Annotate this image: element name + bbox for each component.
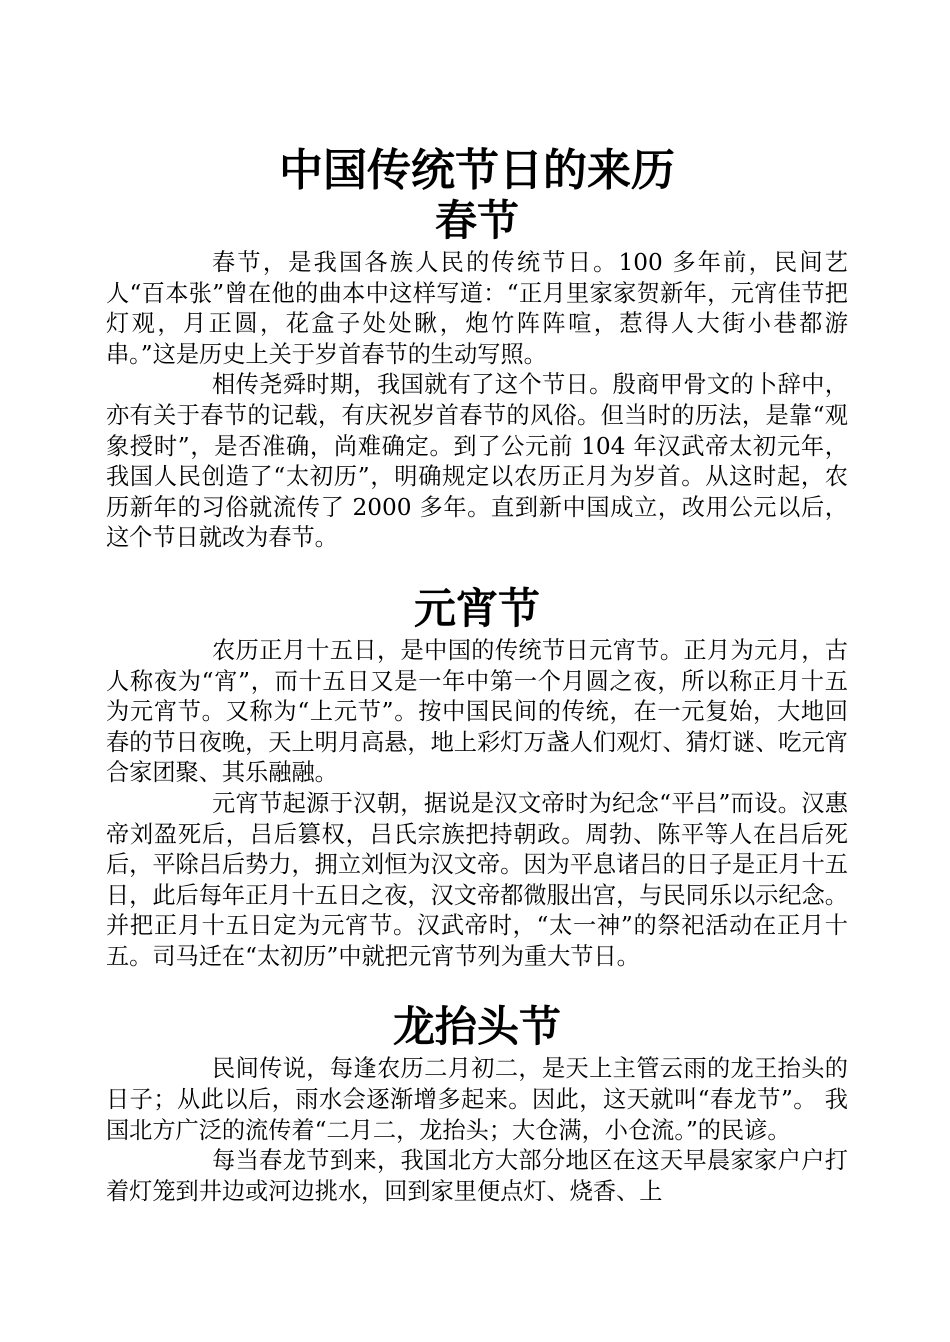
section-lantern-festival — [106, 582, 848, 973]
section-dragon-head-festival — [106, 1000, 848, 1207]
section-heading: 元宵节 — [413, 583, 540, 633]
paragraph: 民间传说，每逢农历二月初二，是天上主管云雨的龙王抬头的日子；从此以后，雨水会逐渐增多起来。因此，这天就叫“春龙节”。 我国北方广泛的流传着“二月二，龙抬头；大仓满，小仓流。”的民谚。 — [106, 1055, 848, 1144]
section-heading: 龙抬头节 — [392, 1002, 561, 1052]
document-body — [106, 142, 848, 1207]
paragraph: 每当春龙节到来，我国北方大部分地区在这天早晨家家户户打着灯笼到井边或河边挑水，回到家里便点灯、烧香、上 — [106, 1147, 848, 1205]
paragraph: 元宵节起源于汉朝，据说是汉文帝时为纪念“平吕”而设。汉惠帝刘盈死后，吕后篡权，吕氏宗族把持朝政。周勃、陈平等人在吕后死后，平除吕后势力，拥立刘恒为汉文帝。因为平息诸吕的日子是正月十五日，此后每年正月十五日之夜，汉文帝都微服出宫，与民同乐以示纪念。并把正月十五日定为元宵节。汉武帝时，“太一神”的祭祀活动在正月十五。司马迁在“太初历”中就把元宵节列为重大节日。 — [106, 789, 848, 970]
section-heading: 春节 — [434, 196, 519, 245]
section-spring-festival — [106, 194, 848, 554]
paragraph: 春节，是我国各族人民的传统节日。100 多年前，民间艺人“百本张”曾在他的曲本中这样写道：“正月里家家贺新年，元宵佳节把灯观，月正圆，花盒子处处瞅，炮竹阵阵喧，惹得人大街小巷都游串。”这是历史上关于岁首春节的生动写照。 — [106, 249, 848, 368]
document-title: 中国传统节日的来历 — [279, 145, 675, 196]
paragraph: 相传尧舜时期，我国就有了这个节日。殷商甲骨文的卜辞中，亦有关于春节的记载，有庆祝岁首春节的风俗。但当时的历法，是靠“观象授时”，是否准确，尚难确定。到了公元前 104 年汉武帝太初元年，我国人民创造了“太初历”，明确规定以农历正月为岁首。从这时起，农历新年的习俗就流传了 2000 多年。直到新中国成立，改用公元以后，这个节日就改为春节。 — [106, 371, 848, 552]
paragraph: 农历正月十五日，是中国的传统节日元宵节。正月为元月，古人称夜为“宵”，而十五日又是一年中第一个月圆之夜，所以称正月十五为元宵节。又称为“上元节”。按中国民间的传统，在一元复始，大地回春的节日夜晚，天上明月高悬，地上彩灯万盏人们观灯、猜灯谜、吃元宵合家团聚、其乐融融。 — [106, 636, 848, 787]
